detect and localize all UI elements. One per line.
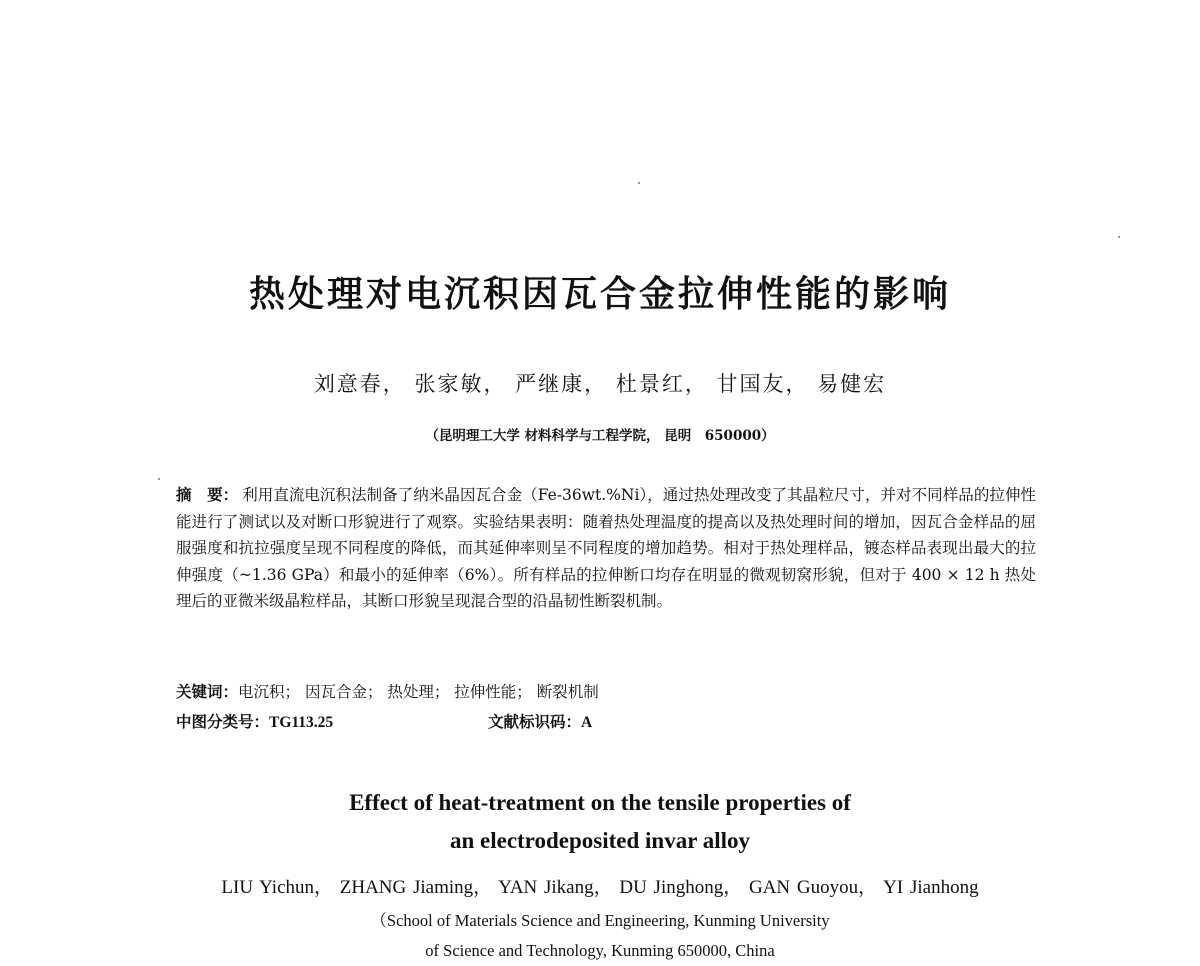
english-title — [0, 784, 1200, 860]
scan-speck — [1118, 236, 1120, 238]
scan-speck — [638, 182, 640, 184]
keywords-row — [176, 680, 599, 702]
english-affiliation-line-2: of Science and Technology, Kunming 650000, China — [425, 941, 775, 960]
scan-speck — [158, 478, 160, 480]
english-affiliation — [0, 906, 1200, 966]
keywords-text: 电沉积； 因瓦合金； 热处理； 拉伸性能； 断裂机制 — [238, 683, 599, 701]
english-title-line-2: an electrodeposited invar alloy — [449, 828, 751, 853]
keywords-label: 关键词： — [176, 683, 239, 701]
clc-label: 中图分类号： — [176, 713, 270, 731]
doc-code-value: A — [581, 714, 593, 731]
clc-value: TG113.25 — [269, 714, 334, 731]
chinese-authors: 刘意春， 张家敏， 严继康， 杜景红， 甘国友， 易健宏 — [313, 372, 887, 396]
chinese-title: 热处理对电沉积因瓦合金拉伸性能的影响 — [248, 274, 951, 315]
abstract-text: 利用直流电沉积法制备了纳米晶因瓦合金（Fe-36wt.%Ni），通过热处理改变了其晶粒尺寸，并对不同样品的拉伸性能进行了测试以及对断口形貌进行了观察。实验结果表明：随着热处理温度的提高以及热处理时间的增加，因瓦合金样品的屈服强度和抗拉强度呈现不同程度的降低，而其延伸率则呈不同程度的增加趋势。相对于热处理样品，镀态样品表现出最大的拉伸强度（~1.36 GPa）和最小的延伸率（6%）。所有样品的拉伸断口均存在明显的微观韧窝形貌，但对于 400 × 12 h 热处理后的亚微米级晶粒样品，其断口形貌呈现混合型的沿晶韧性断裂机制。 — [176, 486, 1036, 610]
chinese-abstract — [176, 482, 1036, 615]
doc-code-label: 文献标识码： — [488, 713, 582, 731]
classification-row — [176, 710, 593, 732]
chinese-affiliation: （昆明理工大学 材料科学与工程学院， 昆明 650000） — [425, 428, 775, 444]
abstract-label: 摘 要： — [176, 486, 239, 504]
english-authors: LIU Yichun， ZHANG Jiaming， YAN Jikang， DU Jinghong， GAN Guoyou， YI Jianhong — [221, 877, 979, 898]
english-title-line-1: Effect of heat-treatment on the tensile properties of — [349, 790, 851, 815]
english-affiliation-line-1: （School of Materials Science and Engineering, Kunming University — [370, 911, 830, 930]
